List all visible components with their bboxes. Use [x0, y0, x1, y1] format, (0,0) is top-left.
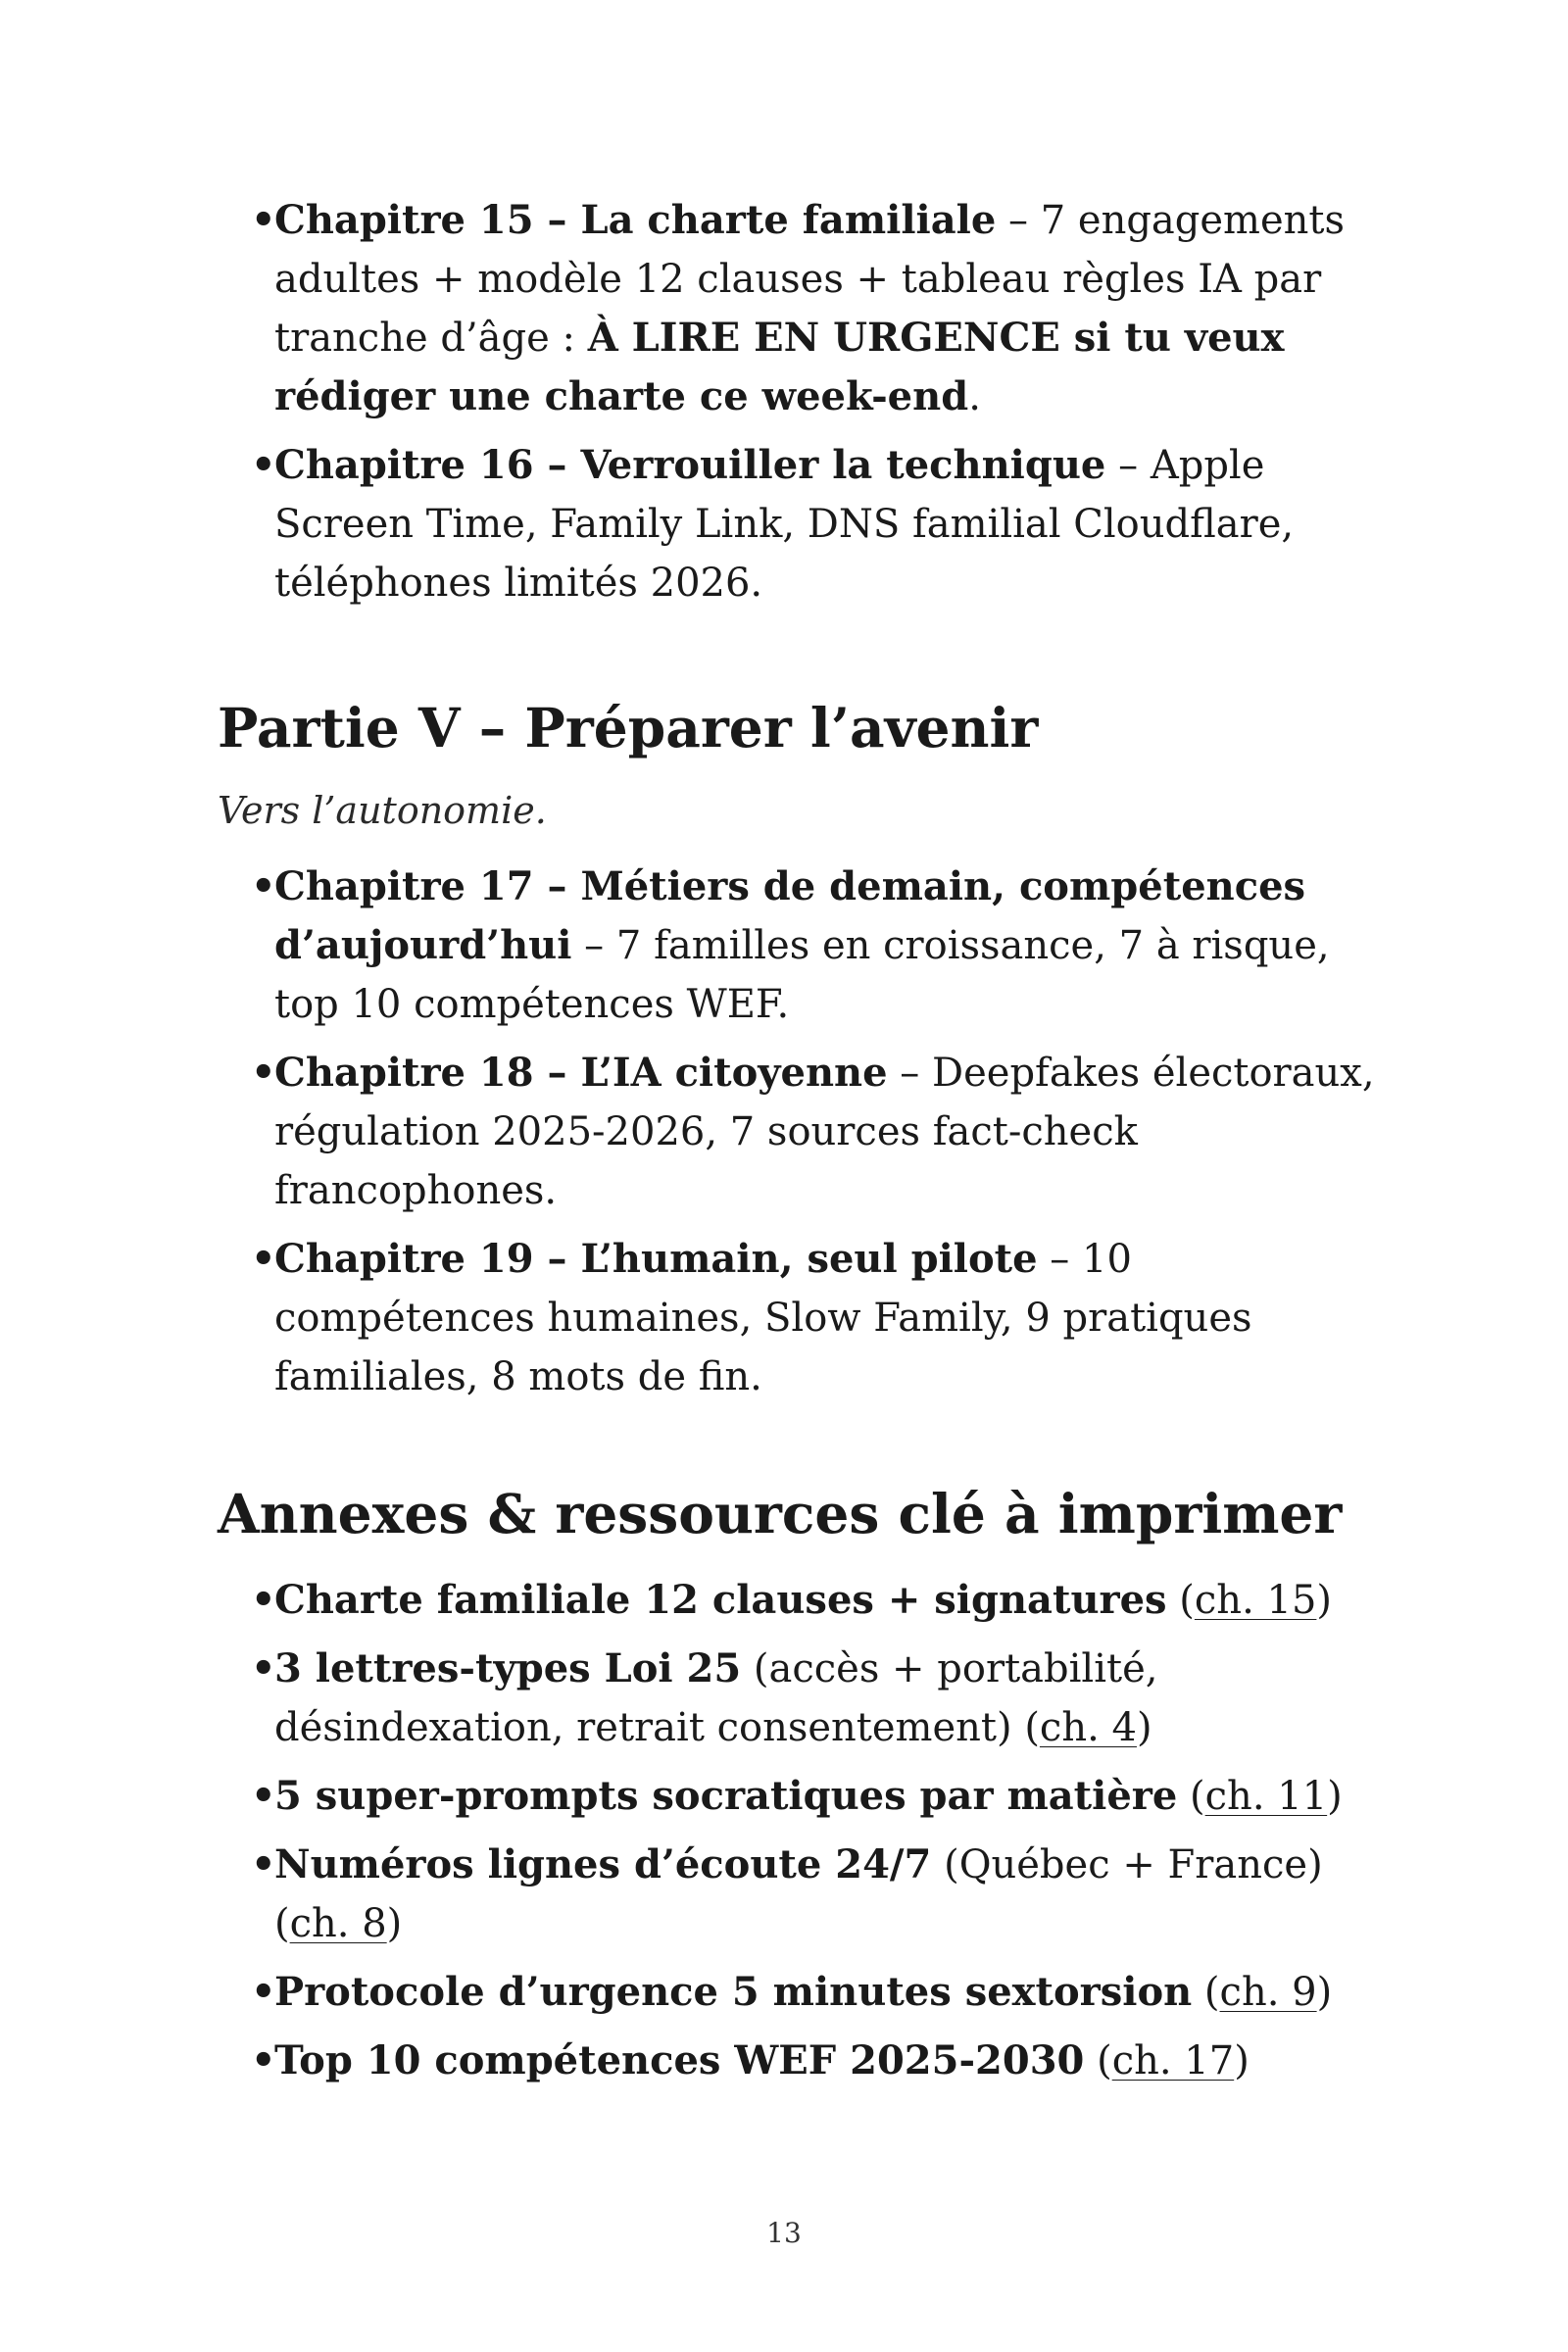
chapter-description-end: . [968, 374, 981, 419]
annex-text-end: ) [1316, 1578, 1333, 1623]
page-content [218, 191, 1403, 2100]
annex-text: ( [1084, 2038, 1112, 2083]
bullet-icon: • [251, 1969, 276, 2015]
chapter-reference-link[interactable]: ch. 17 [1111, 2038, 1235, 2083]
chapter-title: Chapitre 16 – Verrouiller la technique [274, 442, 1106, 488]
annex-text: ( [1192, 1970, 1220, 2015]
bullet-icon: • [251, 1236, 276, 1282]
annex-text-end: ) [1136, 1705, 1152, 1750]
annex-text: (accès + portabilité, désindexation, retrait consentement) ( [274, 1646, 1158, 1750]
annex-text: (Québec + France) ( [274, 1842, 1323, 1946]
chapter-description: – Apple Screen Time, Family Link, DNS familial Cloudflare, téléphones limités 2026. [274, 443, 1295, 606]
list-item-annex-lettres [218, 1640, 1403, 1757]
chapter-list-part5 [218, 858, 1403, 1406]
list-item-chapter-17 [218, 858, 1403, 1034]
annex-text: ( [1177, 1774, 1205, 1819]
list-item-chapter-18 [218, 1044, 1403, 1220]
chapter-description: – Deepfakes électoraux, régulation 2025-2026, 7 sources fact-check francophones. [274, 1051, 1375, 1213]
bullet-icon: • [251, 1773, 276, 1819]
annex-text-end: ) [1234, 2038, 1250, 2083]
bullet-icon: • [251, 863, 276, 909]
chapter-reference-link[interactable]: ch. 9 [1219, 1970, 1317, 2015]
annex-text-end: ) [1316, 1970, 1333, 2015]
chapter-title: Chapitre 18 – L’IA citoyenne [274, 1050, 888, 1096]
bullet-icon: • [251, 2037, 276, 2083]
list-item-annex-prompts [218, 1767, 1403, 1826]
chapter-title: Chapitre 17 – Métiers de demain, compétences d’aujourd’hui [274, 863, 1306, 968]
bullet-icon: • [251, 1841, 276, 1887]
chapter-description: – 10 compétences humaines, Slow Family, 9 pratiques familiales, 8 mots de fin. [274, 1237, 1252, 1399]
list-item-annex-numeros [218, 1836, 1403, 1953]
bullet-icon: • [251, 1645, 276, 1691]
annex-title: Top 10 compétences WEF 2025-2030 [274, 2037, 1085, 2083]
list-item-chapter-16 [218, 436, 1403, 612]
chapter-reference-link[interactable]: ch. 8 [289, 1901, 387, 1946]
chapter-reference-link[interactable]: ch. 4 [1039, 1705, 1137, 1750]
chapter-list-part4-tail [218, 191, 1403, 612]
annex-title: 3 lettres-types Loi 25 [274, 1645, 742, 1691]
annex-title: Charte familiale 12 clauses + signatures [274, 1577, 1167, 1623]
annex-title: 5 super-prompts socratiques par matière [274, 1773, 1178, 1819]
chapter-title: Chapitre 19 – L’humain, seul pilote [274, 1236, 1038, 1282]
part-subtitle: Vers l’autonomie. [218, 789, 547, 832]
part-heading: Partie V – Préparer l’avenir [218, 696, 1039, 760]
bullet-icon: • [251, 442, 276, 488]
list-item-chapter-15 [218, 191, 1403, 426]
chapter-description: – 7 familles en croissance, 7 à risque, top 10 compétences WEF. [274, 923, 1330, 1027]
annexes-list [218, 1571, 1403, 2090]
chapter-reference-link[interactable]: ch. 11 [1204, 1774, 1328, 1819]
page-number: 13 [766, 2217, 802, 2249]
chapter-title: Chapitre 15 – La charte familiale [274, 197, 997, 243]
bullet-icon: • [251, 1050, 276, 1096]
annex-text-end: ) [386, 1901, 403, 1946]
annex-title: Protocole d’urgence 5 minutes sextorsion [274, 1969, 1193, 2015]
annexes-heading: Annexes & ressources clé à imprimer [218, 1482, 1343, 1545]
annex-text: ( [1166, 1578, 1195, 1623]
annex-text-end: ) [1327, 1774, 1343, 1819]
list-item-annex-charte [218, 1571, 1403, 1630]
chapter-emphasis: À LIRE EN URGENCE si tu veux rédiger une charte ce week-end [274, 315, 1285, 419]
annex-title: Numéros lignes d’écoute 24/7 [274, 1841, 932, 1887]
chapter-description: – 7 engagements adultes + modèle 12 clauses + tableau règles IA par tranche d’âge : [274, 198, 1346, 361]
bullet-icon: • [251, 1577, 276, 1623]
chapter-reference-link[interactable]: ch. 15 [1194, 1578, 1317, 1623]
list-item-annex-protocole [218, 1963, 1403, 2022]
list-item-chapter-19 [218, 1230, 1403, 1406]
bullet-icon: • [251, 197, 276, 243]
list-item-annex-top10 [218, 2032, 1403, 2090]
